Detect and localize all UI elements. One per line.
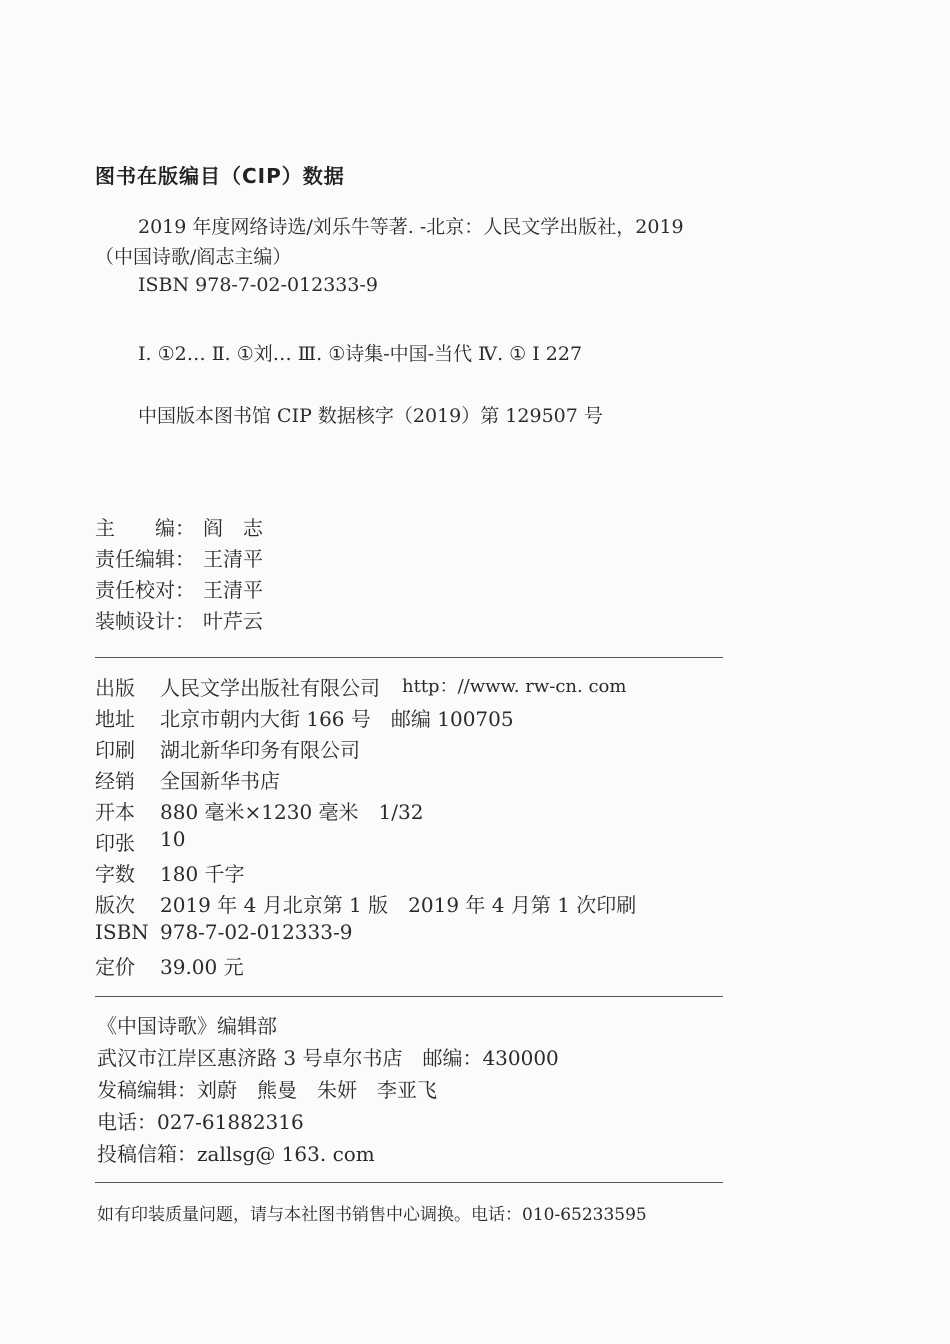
pub-label: 定价 [95,955,135,979]
quality-notice: 如有印装质量问题，请与本社图书销售中心调换。电话：010-65233595 [97,1205,647,1225]
pub-row-printer [95,734,636,765]
divider-rule [95,1182,723,1183]
pub-label: 开本 [95,800,135,824]
pub-value: 全国新华书店 [160,769,280,793]
pub-row-price [95,951,636,982]
pub-label: 印张 [95,831,135,855]
cip-number-line: 中国版本图书馆 CIP 数据核字（2019）第 129507 号 [138,405,603,427]
pub-row-format [95,796,636,827]
pub-value: 2019 年 4 月北京第 1 版 [160,893,389,917]
pub-row-words [95,858,636,889]
pub-row-edition [95,889,636,920]
editorial-info [97,1010,559,1170]
printing-info: 2019 年 4 月第 1 次印刷 [408,893,637,917]
staff-value: 叶芹云 [203,609,263,633]
postal-code: 邮编 100705 [390,707,514,731]
cip-isbn-line: ISBN 978-7-02-012333-9 [138,274,378,296]
pub-row-distributor [95,765,636,796]
pub-value: 880 毫米×1230 毫米 1/32 [160,800,424,824]
staff-value: 王清平 [203,547,263,571]
editorial-editors: 发稿编辑：刘蔚 熊曼 朱妍 李亚飞 [97,1078,437,1102]
editorial-dept: 《中国诗歌》编辑部 [97,1014,277,1038]
pub-row-sheets [95,827,636,858]
pub-value: 10 [160,827,186,851]
staff-row [95,605,263,636]
pub-value: 978-7-02-012333-9 [160,920,353,944]
pub-row-address [95,703,636,734]
pub-row-publisher [95,672,636,703]
pub-label: 出版 [95,676,135,700]
staff-credits [95,512,263,636]
pub-value: 北京市朝内大街 166 号 [160,707,371,731]
staff-label: 装帧设计： [95,609,195,633]
pub-row-isbn [95,920,636,951]
cip-classification-line: Ⅰ. ①2… Ⅱ. ①刘… Ⅲ. ①诗集-中国-当代 Ⅳ. ① I 227 [138,343,583,365]
editorial-phone: 电话：027-61882316 [97,1110,304,1134]
publisher-website: http：//www. rw-cn. com [402,676,627,697]
pub-label: 地址 [95,707,135,731]
cip-series-line: （中国诗歌/阎志主编） [95,246,292,268]
pub-label: ISBN [95,920,149,944]
pub-value: 湖北新华印务有限公司 [160,738,360,762]
staff-label: 责任校对： [95,578,195,602]
divider-rule [95,996,723,997]
pub-label: 字数 [95,862,135,886]
staff-row [95,512,263,543]
pub-label: 版次 [95,893,135,917]
editorial-email: 投稿信箱：zallsg@ 163. com [97,1142,375,1166]
pub-label: 印刷 [95,738,135,762]
cip-heading: 图书在版编目（CIP）数据 [95,164,345,188]
publication-info [95,672,636,982]
staff-value: 王清平 [203,578,263,602]
divider-rule [95,657,723,658]
pub-value: 人民文学出版社有限公司 [160,676,380,700]
staff-row [95,543,263,574]
staff-label: 主 编： [95,516,195,540]
pub-value: 180 千字 [160,862,245,886]
staff-value: 阎 志 [203,516,263,540]
staff-label: 责任编辑： [95,547,195,571]
pub-value: 39.00 元 [160,955,244,979]
staff-row [95,574,263,605]
pub-label: 经销 [95,769,135,793]
editorial-address: 武汉市江岸区惠济路 3 号卓尔书店 邮编：430000 [97,1046,559,1070]
cip-title-line: 2019 年度网络诗选/刘乐牛等著. -北京：人民文学出版社，2019 [138,216,684,238]
